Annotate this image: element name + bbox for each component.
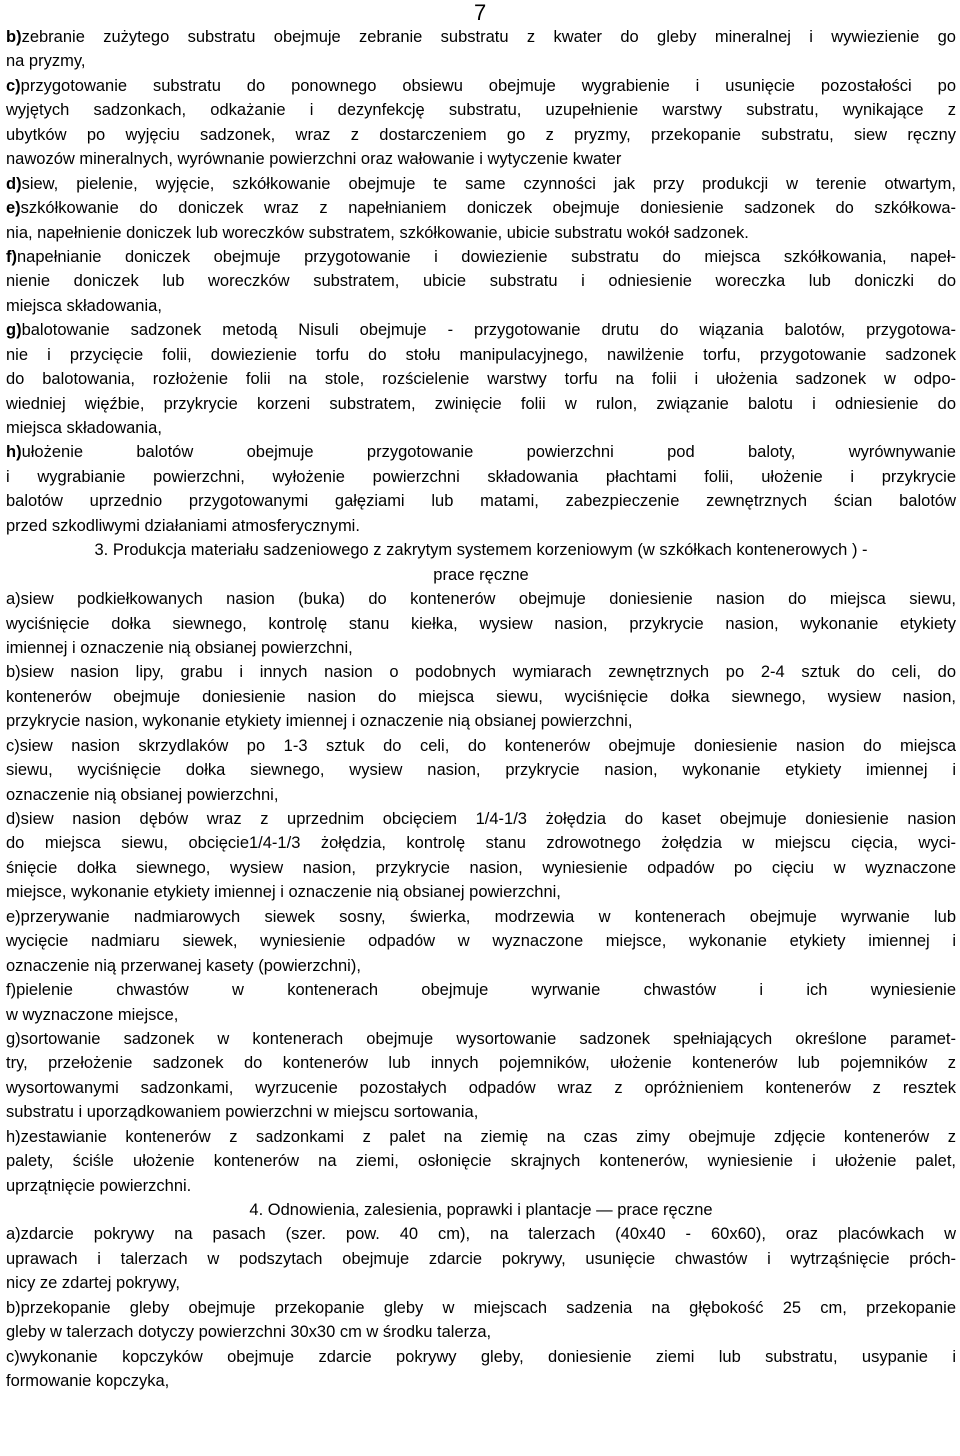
text-line — [6, 880, 956, 904]
line-text: 3. Produkcja materiału sadzeniowego z zakrytym systemem korzeniowym (w szkółkach kontenerowych ) - — [94, 541, 868, 560]
text-line — [6, 1296, 956, 1320]
line-text: ubytków po wyjęciu sadzonek, wraz z dostarczeniem go z pryzmy, przekopanie substratu, siew ręczny — [6, 125, 956, 144]
line-text: i wygrabianie powierzchni, wyłożenie powierzchni składowania płachtami folii, ułożenie i przykrycie — [6, 467, 956, 486]
line-text: miejsca składowania, — [6, 296, 162, 315]
text-line — [6, 856, 956, 880]
line-text: uprzątnięcie powierzchni. — [6, 1176, 192, 1195]
text-line — [6, 538, 956, 562]
text-line — [6, 49, 956, 73]
text-line — [6, 905, 956, 929]
line-text: siew, pielenie, wyjęcie, szkółkowanie obejmuje te same czynności jak przy produkcji w terenie otwartym, — [21, 174, 956, 193]
text-line — [6, 1271, 956, 1295]
line-text: miejsca składowania, — [6, 419, 162, 437]
line-text: try, przełożenie sadzonek do kontenerów lub innych pojemników, ułożenie kontenerów lub pojemników z — [6, 1054, 956, 1073]
text-line — [6, 685, 956, 709]
text-line — [6, 563, 956, 587]
text-line — [6, 758, 956, 782]
line-text: miejsce, wykonanie etykiety imiennej i oznaczenie nią obsianej powierzchni, — [6, 883, 561, 902]
line-text: imiennej i oznaczenie nią obsianej powierzchni, — [6, 638, 353, 657]
text-line — [6, 489, 956, 513]
line-text: przykrycie nasion, wykonanie etykiety imiennej i oznaczenie nią obsianej powierzchni, — [6, 712, 633, 731]
line-text: ułożenie balotów obejmuje przygotowanie powierzchni pod baloty, wyrównywanie — [21, 443, 956, 462]
text-line — [6, 465, 956, 489]
line-text: palety, ściśle ułożenie kontenerów na ziemi, osłonięcie skrajnych kontenerów, wyniesienie i ułożenie palet, — [6, 1152, 956, 1171]
item-label: g) — [6, 321, 22, 340]
text-line — [6, 514, 956, 538]
item-label: h) — [6, 443, 22, 462]
text-line — [6, 1198, 956, 1222]
item-label: e) — [6, 199, 21, 218]
line-text: e)przerywanie nadmiarowych siewek sosny, świerka, modrzewia w kontenerach obejmuje wyrwanie lub — [6, 907, 956, 926]
text-line — [6, 25, 956, 49]
line-text: b)siew nasion lipy, grabu i innych nasion o podobnych wymiarach zewnętrznych po 2-4 sztuk do celi, do — [6, 663, 956, 682]
line-text: kontenerów obejmuje doniesienie nasion do miejsca siewu, wyciśnięcie dołka siewnego, wysiew nasion, — [6, 687, 956, 706]
text-line — [6, 1003, 956, 1027]
line-text: prace ręczne — [433, 565, 529, 584]
line-text: b)przekopanie gleby obejmuje przekopanie gleby w miejscach sadzenia na głębokość 25 cm, przekopanie — [6, 1298, 956, 1317]
item-label: b) — [6, 28, 22, 46]
text-line — [6, 1345, 956, 1369]
line-text: oznaczenie nią obsianej powierzchni, — [6, 785, 279, 804]
line-text: formowanie kopczyka, — [6, 1372, 170, 1391]
text-line — [6, 74, 956, 98]
text-line — [6, 783, 956, 807]
line-text: c)wykonanie kopczyków obejmuje zdarcie pokrywy gleby, doniesienie ziemi lub substratu, usypanie i — [6, 1347, 956, 1366]
text-line — [6, 587, 956, 611]
line-text: do miejsca siewu, obcięcie1/4-1/3 żołędzia, kontrolę stanu zdrowotnego żołędzia w miejscu cięcia, wyci- — [6, 834, 956, 853]
text-line — [6, 1149, 956, 1173]
text-line — [6, 440, 956, 464]
text-line — [6, 269, 956, 293]
text-line — [6, 123, 956, 147]
line-text: nicy ze zdartej pokrywy, — [6, 1274, 180, 1293]
text-line — [6, 196, 956, 220]
text-line — [6, 612, 956, 636]
line-text: wyjętych sadzonkach, odkażanie i dezynfekcję substratu, uzupełnienie warstwy substratu, wynikające z — [6, 101, 956, 120]
line-text: zebranie zużytego substratu obejmuje zebranie substratu z kwater do gleby mineralnej i wywiezienie go — [21, 28, 956, 46]
line-text: przed szkodliwymi działaniami atmosferycznymi. — [6, 516, 360, 535]
text-line — [6, 147, 956, 171]
line-text: uprawach i talerzach w podszytach obejmuje zdarcie pokrywy, usunięcie chwastów i wytrząśnięcie próch- — [6, 1249, 956, 1268]
line-text: g)sortowanie sadzonek w kontenerach obejmuje wysortowanie sadzonek spełniających określone paramet- — [6, 1029, 956, 1048]
line-text: nie i przycięcie folii, dowiezienie torfu do stołu manipulacyjnego, nawilżenie torfu, przygotowanie sadzonek — [6, 345, 956, 364]
item-label: d) — [6, 174, 22, 193]
line-text: f)pielenie chwastów w kontenerach obejmuje wyrwanie chwastów i ich wyniesienie — [6, 981, 956, 1000]
line-text: 4. Odnowienia, zalesienia, poprawki i plantacje — prace ręczne — [249, 1201, 713, 1219]
item-label: c) — [6, 76, 21, 95]
text-line — [6, 245, 956, 269]
text-line — [6, 1051, 956, 1075]
line-text: a)siew podkiełkowanych nasion (buka) do kontenerów obejmuje doniesienie nasion do miejsca siewu, — [6, 590, 956, 609]
text-line — [6, 929, 956, 953]
line-text: na pryzmy, — [6, 52, 86, 71]
line-text: gleby w talerzach dotyczy powierzchni 30x30 cm w środku talerza, — [6, 1323, 492, 1342]
line-text: nienie doniczek lub woreczków substratem, ubicie substratu i odniesienie woreczka lub doniczki do — [6, 272, 956, 291]
text-line — [6, 1076, 956, 1100]
line-text: przygotowanie substratu do ponownego obsiewu obejmuje wygrabienie i usunięcie pozostałości po — [20, 76, 956, 95]
text-line — [6, 1369, 956, 1393]
item-label: f) — [6, 247, 17, 266]
text-line — [6, 98, 956, 122]
text-line — [6, 1027, 956, 1051]
text-line — [6, 954, 956, 978]
text-line — [6, 1320, 956, 1344]
text-line — [6, 636, 956, 660]
text-line — [6, 1222, 956, 1246]
text-line — [6, 1174, 956, 1198]
text-line — [6, 416, 956, 440]
line-text: do balotowania, rozłożenie folii na stole, rozścielenie warstwy torfu na folii i ułożenia sadzonek w odpo- — [6, 370, 956, 389]
line-text: siewu, wyciśnięcie dołka siewnego, wysiew nasion, przykrycie nasion, wykonanie etykiety imiennej i — [6, 761, 956, 780]
text-line — [6, 709, 956, 733]
line-text: a)zdarcie pokrywy na pasach (szer. pow. 40 cm), na talerzach (40x40 - 60x60), oraz placówkach w — [6, 1225, 956, 1244]
line-text: d)siew nasion dębów wraz z uprzednim obcięciem 1/4-1/3 żołędzia do kaset obejmuje doniesienie nasion — [6, 810, 956, 828]
text-line — [6, 221, 956, 245]
line-text: balotowanie sadzonek metodą Nisuli obejmuje - przygotowanie drutu do wiązania balotów, przygotowa- — [21, 321, 956, 340]
text-line — [6, 1125, 956, 1149]
line-text: balotów uprzednio przygotowanymi gałęziami lub matami, zabezpieczenie zewnętrznych ścian balotów — [6, 492, 956, 511]
text-line — [6, 807, 956, 831]
line-text: nawozów mineralnych, wyrównanie powierzchni oraz wałowanie i wytyczenie kwater — [6, 150, 622, 169]
line-text: oznaczenie nią przerwanej kasety (powierzchni), — [6, 956, 361, 975]
line-text: śnięcie dołka siewnego, wysiew nasion, przykrycie nasion, wyniesienie odpadów po cięciu w wyznaczone — [6, 858, 956, 877]
text-line — [6, 343, 956, 367]
text-line — [6, 172, 956, 196]
document-body — [6, 25, 956, 1394]
text-line — [6, 1247, 956, 1271]
text-line — [6, 392, 956, 416]
text-line — [6, 367, 956, 391]
text-line — [6, 831, 956, 855]
page-number: 7 — [474, 0, 487, 25]
text-line — [6, 978, 956, 1002]
line-text: h)zestawianie kontenerów z sadzonkami z palet na ziemię na czas zimy obejmuje zdjęcie kontenerów z — [6, 1127, 956, 1146]
text-line — [6, 660, 956, 684]
line-text: napełnianie doniczek obejmuje przygotowanie i dowiezienie substratu do miejsca szkółkowania, napeł- — [17, 247, 956, 266]
line-text: wiedniej więźbie, przykrycie korzeni substratem, zwinięcie folii w rulon, związanie balotu i odniesienie do — [6, 394, 956, 413]
line-text: nia, napełnienie doniczek lub woreczków substratem, szkółkowanie, ubicie substratu wokół sadzonek. — [6, 223, 749, 242]
text-line — [6, 1100, 956, 1124]
text-line — [6, 734, 956, 758]
line-text: wycięcie nadmiaru siewek, wyniesienie odpadów w wyznaczone miejsce, wykonanie etykiety imiennej i — [6, 932, 956, 951]
line-text: wyciśnięcie dołka siewnego, kontrolę stanu kiełka, wysiew nasion, przykrycie nasion, wykonanie etykiety — [6, 614, 956, 633]
text-line — [6, 318, 956, 342]
line-text: c)siew nasion skrzydlaków po 1-3 sztuk do celi, do kontenerów obejmuje doniesienie nasion do miejsca — [6, 736, 956, 755]
line-text: wysortowanymi sadzonkami, wyrzucenie pozostałych odpadów wraz z opróżnieniem kontenerów z resztek — [6, 1078, 956, 1097]
text-line — [6, 294, 956, 318]
line-text: w wyznaczone miejsce, — [6, 1005, 179, 1024]
line-text: szkółkowanie do doniczek wraz z napełnianiem doniczek obejmuje doniesienie sadzonek do szkółkowa- — [20, 199, 956, 218]
line-text: substratu i uporządkowaniem powierzchni w miejscu sortowania, — [6, 1103, 479, 1122]
